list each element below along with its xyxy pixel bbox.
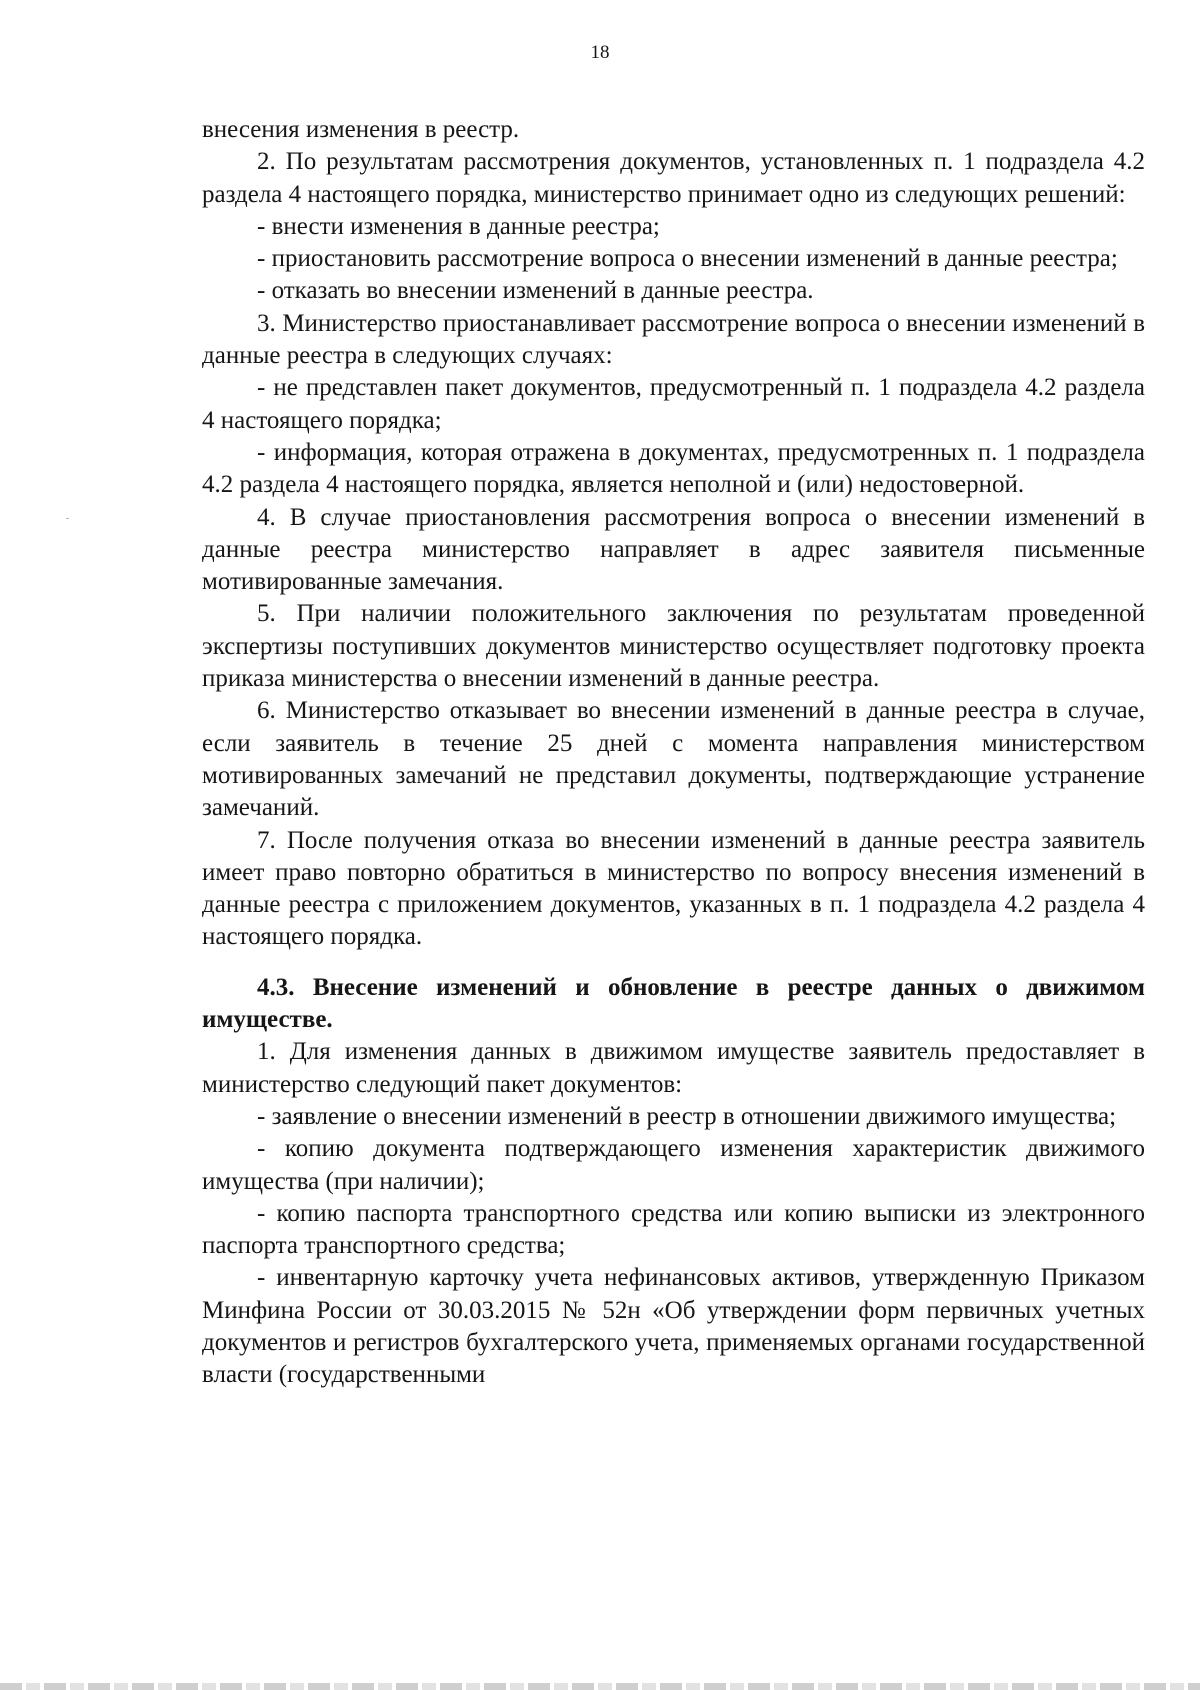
section-paragraph-item-1: 1. Для изменения данных в движимом имуществе заявитель предоставляет в министерство следующий пакет документов: xyxy=(202,1038,1145,1098)
list-item: - не представлен пакет документов, предусмотренный п. 1 подраздела 4.2 раздела 4 настоящего порядка; xyxy=(202,374,1145,434)
section-heading: 4.3. Внесение изменений и обновление в реестре данных о движимом имуществе. xyxy=(202,973,1145,1034)
scan-speck xyxy=(66,518,69,519)
list-item: - информация, которая отражена в документах, предусмотренных п. 1 подраздела 4.2 раздела 4 настоящего порядка, является неполной и (или) недостоверной. xyxy=(202,438,1145,499)
list-item: - заявление о внесении изменений в реестр в отношении движимого имущества; xyxy=(257,1102,1117,1130)
list-item: - приостановить рассмотрение вопроса о внесении изменений в данные реестра; xyxy=(257,245,1118,273)
paragraph-item-5: 5. При наличии положительного заключения по результатам проведенной экспертизы поступивших документов министерство осуществляет подготовку проекта приказа министерства о внесении изменений в данные реестра. xyxy=(202,600,1145,693)
list-item: - отказать во внесении изменений в данные реестра. xyxy=(257,277,814,305)
paragraph-item-6: 6. Министерство отказывает во внесении изменений в данные реестра в случае, если заявитель в течение 25 дней с момента направления министерством мотивированных замечаний не представил документы, подтверждающие устранение замечаний. xyxy=(202,697,1145,822)
paragraph-item-7: 7. После получения отказа во внесении изменений в данные реестра заявитель имеет право повторно обратиться в министерство по вопросу внесения изменений в данные реестра с приложением документов, указанных в п. 1 подраздела 4.2 раздела 4 настоящего порядка. xyxy=(202,826,1145,951)
list-item: - инвентарную карточку учета нефинансовых активов, утвержденную Приказом Минфина России от 30.03.2015 № 52н «Об утверждении форм первичных учетных документов и регистров бухгалтерского учета, применяемых органами государственной власти (государственными xyxy=(202,1264,1145,1389)
page-number: 18 xyxy=(590,42,610,63)
list-item: - копию паспорта транспортного средства или копию выписки из электронного паспорта транспортного средства; xyxy=(202,1199,1145,1260)
list-item: - копию документа подтверждающего изменения характеристик движимого имущества (при наличии); xyxy=(202,1135,1145,1195)
paragraph-item-4: 4. В случае приостановления рассмотрения вопроса о внесении изменений в данные реестра министерство направляет в адрес заявителя письменные мотивированные замечания. xyxy=(202,503,1145,596)
document-body xyxy=(202,114,1145,1392)
paragraph-continuation: внесения изменения в реестр. xyxy=(202,116,520,143)
scan-edge-border xyxy=(0,1683,1200,1690)
list-item: - внести изменения в данные реестра; xyxy=(257,212,660,240)
paragraph-item-2: 2. По результатам рассмотрения документов, установленных п. 1 подраздела 4.2 раздела 4 настоящего порядка, министерство принимает одно из следующих решений: xyxy=(202,148,1145,208)
paragraph-item-3: 3. Министерство приостанавливает рассмотрение вопроса о внесении изменений в данные реестра в следующих случаях: xyxy=(202,309,1145,370)
